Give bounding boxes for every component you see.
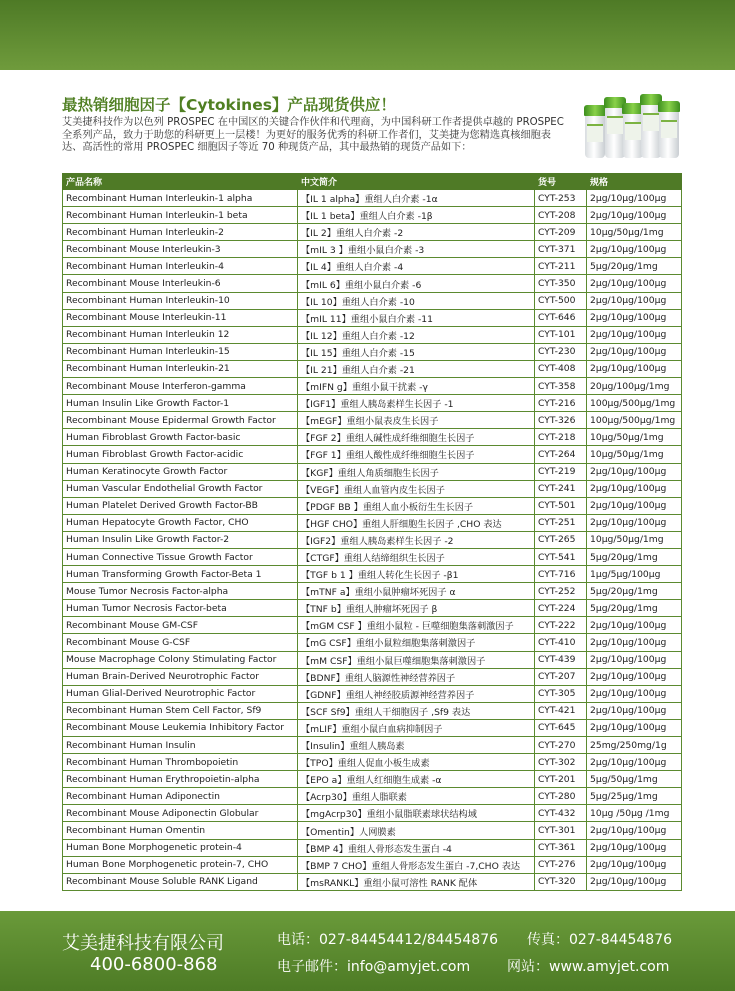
product-name: Recombinant Mouse Interleukin-6 (63, 275, 298, 292)
product-size: 10μg/50μg/1mg (587, 429, 682, 446)
product-cat: CYT-280 (535, 788, 587, 805)
product-name: Recombinant Human Interleukin-1 alpha (63, 190, 298, 207)
table-row (63, 702, 682, 719)
vial-icon (585, 114, 605, 158)
product-cn: 【SCF Sf9】重组人干细胞因子 ,Sf9 表达 (298, 702, 535, 719)
product-name: Recombinant Human Interleukin-21 (63, 360, 298, 377)
product-name: Mouse Macrophage Colony Stimulating Factor (63, 651, 298, 668)
product-cat: CYT-230 (535, 343, 587, 360)
table-row (63, 685, 682, 702)
product-cn: 【mgAcrp30】重组小鼠脂联素球状结构域 (298, 805, 535, 822)
column-header-size: 规格 (587, 174, 682, 190)
product-name: Recombinant Mouse Interleukin-11 (63, 309, 298, 326)
product-cat: CYT-439 (535, 651, 587, 668)
product-name: Recombinant Human Interleukin-1 beta (63, 207, 298, 224)
product-cn: 【PDGF BB 】重组人血小板衍生生长因子 (298, 497, 535, 514)
product-cn: 【mIFN g】重组小鼠干扰素 -γ (298, 378, 535, 395)
table-row (63, 754, 682, 771)
product-size: 2μg/10μg/100μg (587, 309, 682, 326)
product-cn: 【mM CSF】重组小鼠巨噬细胞集落刺激因子 (298, 651, 535, 668)
product-cat: CYT-270 (535, 737, 587, 754)
product-name: Recombinant Mouse Epidermal Growth Factor (63, 412, 298, 429)
product-cat: CYT-350 (535, 275, 587, 292)
product-size: 100μg/500μg/1mg (587, 412, 682, 429)
product-cn: 【mLIF】重组小鼠白血病抑制因子 (298, 719, 535, 736)
product-cn: 【mIL 6】重组小鼠白介素 -6 (298, 275, 535, 292)
intro-paragraph: 艾美捷科技作为以色列 PROSPEC 在中国区的关键合作伙伴和代理商，为中国科研工作者提供卓越的 PROSPEC 全系列产品，致力于助您的科研更上一层楼！为更好的服务优秀的科研工作者们，艾美捷为您精选真核细胞表达、高活性的常用 PROSPEC 细胞因子等近 70 种现货产品，其中最热销的现货产品如下： (62, 117, 564, 153)
table-row (63, 788, 682, 805)
product-cn: 【IL 12】重组人白介素 -12 (298, 326, 535, 343)
product-name: Recombinant Human Insulin (63, 737, 298, 754)
product-cat: CYT-224 (535, 600, 587, 617)
table-row (63, 856, 682, 873)
column-header-cn: 中文简介 (298, 174, 535, 190)
footer-email: 电子邮件：info@amyjet.com (277, 959, 471, 975)
product-size: 2μg/10μg/100μg (587, 719, 682, 736)
table-row (63, 548, 682, 565)
table-row (63, 258, 682, 275)
table-row (63, 480, 682, 497)
table-row (63, 617, 682, 634)
product-name: Human Insulin Like Growth Factor-2 (63, 531, 298, 548)
product-cn: 【EPO a】重组人红细胞生成素 -α (298, 771, 535, 788)
product-size: 2μg/10μg/100μg (587, 275, 682, 292)
product-cn: 【Acrp30】重组人脂联素 (298, 788, 535, 805)
product-name: Human Insulin Like Growth Factor-1 (63, 395, 298, 412)
table-row (63, 326, 682, 343)
product-cn: 【FGF 1】重组人酸性成纤维细胞生长因子 (298, 446, 535, 463)
table-row (63, 737, 682, 754)
product-size: 2μg/10μg/100μg (587, 754, 682, 771)
product-size: 10μg/50μg/1mg (587, 531, 682, 548)
product-size: 2μg/10μg/100μg (587, 480, 682, 497)
product-name: Human Fibroblast Growth Factor-basic (63, 429, 298, 446)
product-size: 2μg/10μg/100μg (587, 360, 682, 377)
table-row (63, 343, 682, 360)
product-cn: 【Insulin】重组人胰岛素 (298, 737, 535, 754)
product-name: Human Connective Tissue Growth Factor (63, 548, 298, 565)
product-name: Recombinant Human Adiponectin (63, 788, 298, 805)
product-size: 2μg/10μg/100μg (587, 190, 682, 207)
product-cat: CYT-305 (535, 685, 587, 702)
product-size: 2μg/10μg/100μg (587, 326, 682, 343)
product-cn: 【mTNF a】重组小鼠肿瘤坏死因子 α (298, 583, 535, 600)
footer (0, 911, 735, 991)
product-cat: CYT-264 (535, 446, 587, 463)
product-cat: CYT-209 (535, 224, 587, 241)
vial-icon (623, 112, 643, 158)
product-size: 2μg/10μg/100μg (587, 463, 682, 480)
table-row (63, 822, 682, 839)
product-size: 2μg/10μg/100μg (587, 685, 682, 702)
table-row (63, 583, 682, 600)
product-cat: CYT-500 (535, 292, 587, 309)
product-name: Recombinant Mouse Soluble RANK Ligand (63, 873, 298, 890)
product-name: Recombinant Human Omentin (63, 822, 298, 839)
product-size: 5μg/20μg/1mg (587, 600, 682, 617)
product-cn: 【msRANKL】重组小鼠可溶性 RANK 配体 (298, 873, 535, 890)
product-cn: 【IL 1 beta】重组人白介素 -1β (298, 207, 535, 224)
product-cat: CYT-320 (535, 873, 587, 890)
product-cn: 【IL 21】重组人白介素 -21 (298, 360, 535, 377)
table-row (63, 463, 682, 480)
product-cat: CYT-716 (535, 566, 587, 583)
product-cn: 【IL 15】重组人白介素 -15 (298, 343, 535, 360)
product-cn: 【IGF1】重组人胰岛素样生长因子 -1 (298, 395, 535, 412)
product-size: 2μg/10μg/100μg (587, 207, 682, 224)
table-row (63, 360, 682, 377)
product-cat: CYT-410 (535, 634, 587, 651)
table-row (63, 566, 682, 583)
product-size: 20μg/100μg/1mg (587, 378, 682, 395)
table-row (63, 207, 682, 224)
product-name: Human Transforming Growth Factor-Beta 1 (63, 566, 298, 583)
product-size: 5μg/20μg/1mg (587, 258, 682, 275)
table-row (63, 241, 682, 258)
product-cat: CYT-216 (535, 395, 587, 412)
table-row (63, 378, 682, 395)
product-cn: 【mIL 11】重组小鼠白介素 -11 (298, 309, 535, 326)
product-name: Human Keratinocyte Growth Factor (63, 463, 298, 480)
product-size: 2μg/10μg/100μg (587, 241, 682, 258)
footer-fax: 传真：027-84454876 (527, 932, 673, 948)
product-cat: CYT-101 (535, 326, 587, 343)
product-cn: 【TPO】重组人促血小板生成素 (298, 754, 535, 771)
product-name: Human Glial-Derived Neurotrophic Factor (63, 685, 298, 702)
product-name: Recombinant Human Interleukin-15 (63, 343, 298, 360)
product-name: Human Bone Morphogenetic protein-4 (63, 839, 298, 856)
table-row (63, 429, 682, 446)
product-name: Recombinant Human Thrombopoietin (63, 754, 298, 771)
product-size: 5μg/50μg/1mg (587, 771, 682, 788)
product-name: Mouse Tumor Necrosis Factor-alpha (63, 583, 298, 600)
product-name: Recombinant Human Interleukin-2 (63, 224, 298, 241)
table-row (63, 531, 682, 548)
product-name: Human Vascular Endothelial Growth Factor (63, 480, 298, 497)
product-cat: CYT-421 (535, 702, 587, 719)
product-name: Recombinant Human Stem Cell Factor, Sf9 (63, 702, 298, 719)
product-cat: CYT-219 (535, 463, 587, 480)
product-cat: CYT-265 (535, 531, 587, 548)
table-row (63, 719, 682, 736)
product-cat: CYT-501 (535, 497, 587, 514)
product-cn: 【TNF b】重组人肿瘤坏死因子 β (298, 600, 535, 617)
product-name: Human Bone Morphogenetic protein-7, CHO (63, 856, 298, 873)
product-cn: 【mGM CSF 】重组小鼠粒 - 巨噬细胞集落刺激因子 (298, 617, 535, 634)
product-size: 2μg/10μg/100μg (587, 292, 682, 309)
product-size: 2μg/10μg/100μg (587, 822, 682, 839)
table-row (63, 805, 682, 822)
table-row (63, 634, 682, 651)
product-cn: 【Omentin】人网膜素 (298, 822, 535, 839)
product-cat: CYT-211 (535, 258, 587, 275)
product-vials-image (581, 92, 681, 162)
product-cn: 【IGF2】重组人胰岛素样生长因子 -2 (298, 531, 535, 548)
product-cat: CYT-432 (535, 805, 587, 822)
product-cn: 【IL 2】重组人白介素 -2 (298, 224, 535, 241)
product-size: 100μg/500μg/1mg (587, 395, 682, 412)
table-header-row (63, 174, 682, 190)
product-cat: CYT-251 (535, 514, 587, 531)
footer-company: 艾美捷科技有限公司 (62, 933, 224, 954)
product-cat: CYT-326 (535, 412, 587, 429)
product-size: 25mg/250mg/1g (587, 737, 682, 754)
product-name: Recombinant Human Interleukin 12 (63, 326, 298, 343)
column-header-name: 产品名称 (63, 174, 298, 190)
product-cat: CYT-408 (535, 360, 587, 377)
product-name: Recombinant Mouse Adiponectin Globular (63, 805, 298, 822)
product-size: 2μg/10μg/100μg (587, 856, 682, 873)
footer-hotline: 400-6800-868 (90, 954, 218, 975)
table-row (63, 514, 682, 531)
product-cat: CYT-358 (535, 378, 587, 395)
product-cat: CYT-252 (535, 583, 587, 600)
product-cat: CYT-645 (535, 719, 587, 736)
product-cn: 【BDNF】重组人脑源性神经营养因子 (298, 668, 535, 685)
product-rows (63, 190, 682, 891)
product-size: 2μg/10μg/100μg (587, 634, 682, 651)
product-name: Recombinant Mouse Interferon-gamma (63, 378, 298, 395)
product-name: Recombinant Mouse G-CSF (63, 634, 298, 651)
product-cat: CYT-646 (535, 309, 587, 326)
product-name: Recombinant Mouse GM-CSF (63, 617, 298, 634)
product-name: Human Platelet Derived Growth Factor-BB (63, 497, 298, 514)
product-name: Human Tumor Necrosis Factor-beta (63, 600, 298, 617)
product-size: 5μg/20μg/1mg (587, 548, 682, 565)
table-row (63, 839, 682, 856)
product-cn: 【HGF CHO】重组人肝细胞生长因子 ,CHO 表达 (298, 514, 535, 531)
table-row (63, 771, 682, 788)
product-size: 10μg /50μg /1mg (587, 805, 682, 822)
product-cat: CYT-207 (535, 668, 587, 685)
product-cat: CYT-208 (535, 207, 587, 224)
table-row (63, 412, 682, 429)
product-size: 2μg/10μg/100μg (587, 873, 682, 890)
product-size: 2μg/10μg/100μg (587, 497, 682, 514)
product-cn: 【mG CSF】重组小鼠粒细胞集落刺激因子 (298, 634, 535, 651)
table-row (63, 224, 682, 241)
product-cn: 【FGF 2】重组人碱性成纤维细胞生长因子 (298, 429, 535, 446)
product-name: Recombinant Human Interleukin-4 (63, 258, 298, 275)
footer-tel: 电话：027-84454412/84454876 (277, 932, 499, 948)
product-name: Recombinant Mouse Leukemia Inhibitory Factor (63, 719, 298, 736)
product-size: 2μg/10μg/100μg (587, 343, 682, 360)
product-name: Human Hepatocyte Growth Factor, CHO (63, 514, 298, 531)
product-size: 2μg/10μg/100μg (587, 839, 682, 856)
product-size: 2μg/10μg/100μg (587, 617, 682, 634)
product-size: 2μg/10μg/100μg (587, 702, 682, 719)
table-row (63, 395, 682, 412)
product-size: 2μg/10μg/100μg (587, 668, 682, 685)
product-cat: CYT-276 (535, 856, 587, 873)
table-row (63, 275, 682, 292)
product-name: Recombinant Human Erythropoietin-alpha (63, 771, 298, 788)
product-size: 2μg/10μg/100μg (587, 651, 682, 668)
product-cat: CYT-201 (535, 771, 587, 788)
product-name: Human Brain-Derived Neurotrophic Factor (63, 668, 298, 685)
table-row (63, 309, 682, 326)
product-name: Recombinant Human Interleukin-10 (63, 292, 298, 309)
product-cat: CYT-302 (535, 754, 587, 771)
product-size: 10μg/50μg/1mg (587, 224, 682, 241)
product-name: Human Fibroblast Growth Factor-acidic (63, 446, 298, 463)
product-cat: CYT-218 (535, 429, 587, 446)
product-cat: CYT-222 (535, 617, 587, 634)
product-cn: 【mEGF】重组小鼠表皮生长因子 (298, 412, 535, 429)
product-table (62, 173, 682, 891)
footer-web: 网站：www.amyjet.com (507, 959, 670, 975)
product-size: 10μg/50μg/1mg (587, 446, 682, 463)
product-cat: CYT-241 (535, 480, 587, 497)
product-cn: 【TGF b 1 】重组人转化生长因子 -β1 (298, 566, 535, 583)
table-row (63, 600, 682, 617)
product-cat: CYT-371 (535, 241, 587, 258)
product-cn: 【IL 10】重组人白介素 -10 (298, 292, 535, 309)
product-cat: CYT-541 (535, 548, 587, 565)
product-cn: 【BMP 4】重组人骨形态发生蛋白 -4 (298, 839, 535, 856)
table-row (63, 668, 682, 685)
product-cn: 【IL 4】重组人白介素 -4 (298, 258, 535, 275)
product-size: 5μg/25μg/1mg (587, 788, 682, 805)
product-name: Recombinant Mouse Interleukin-3 (63, 241, 298, 258)
table-row (63, 497, 682, 514)
product-cn: 【BMP 7 CHO】重组人骨形态发生蛋白 -7,CHO 表达 (298, 856, 535, 873)
product-size: 2μg/10μg/100μg (587, 514, 682, 531)
table-row (63, 190, 682, 207)
product-cat: CYT-361 (535, 839, 587, 856)
table-row (63, 446, 682, 463)
product-cat: CYT-301 (535, 822, 587, 839)
product-cat: CYT-253 (535, 190, 587, 207)
page-title: 最热销细胞因子【Cytokines】产品现货供应！ (62, 96, 396, 114)
product-cn: 【IL 1 alpha】重组人白介素 -1α (298, 190, 535, 207)
vial-icon (659, 110, 679, 158)
table-row (63, 651, 682, 668)
product-cn: 【GDNF】重组人神经胶质源神经营养因子 (298, 685, 535, 702)
product-size: 1μg/5μg/100μg (587, 566, 682, 583)
product-cn: 【VEGF】重组人血管内皮生长因子 (298, 480, 535, 497)
product-cn: 【KGF】重组人角质细胞生长因子 (298, 463, 535, 480)
column-header-cat: 货号 (535, 174, 587, 190)
table-row (63, 292, 682, 309)
product-cn: 【mIL 3 】重组小鼠白介素 -3 (298, 241, 535, 258)
product-size: 5μg/20μg/1mg (587, 583, 682, 600)
product-cn: 【CTGF】重组人结缔组织生长因子 (298, 548, 535, 565)
table-row (63, 873, 682, 890)
top-banner (0, 0, 735, 70)
